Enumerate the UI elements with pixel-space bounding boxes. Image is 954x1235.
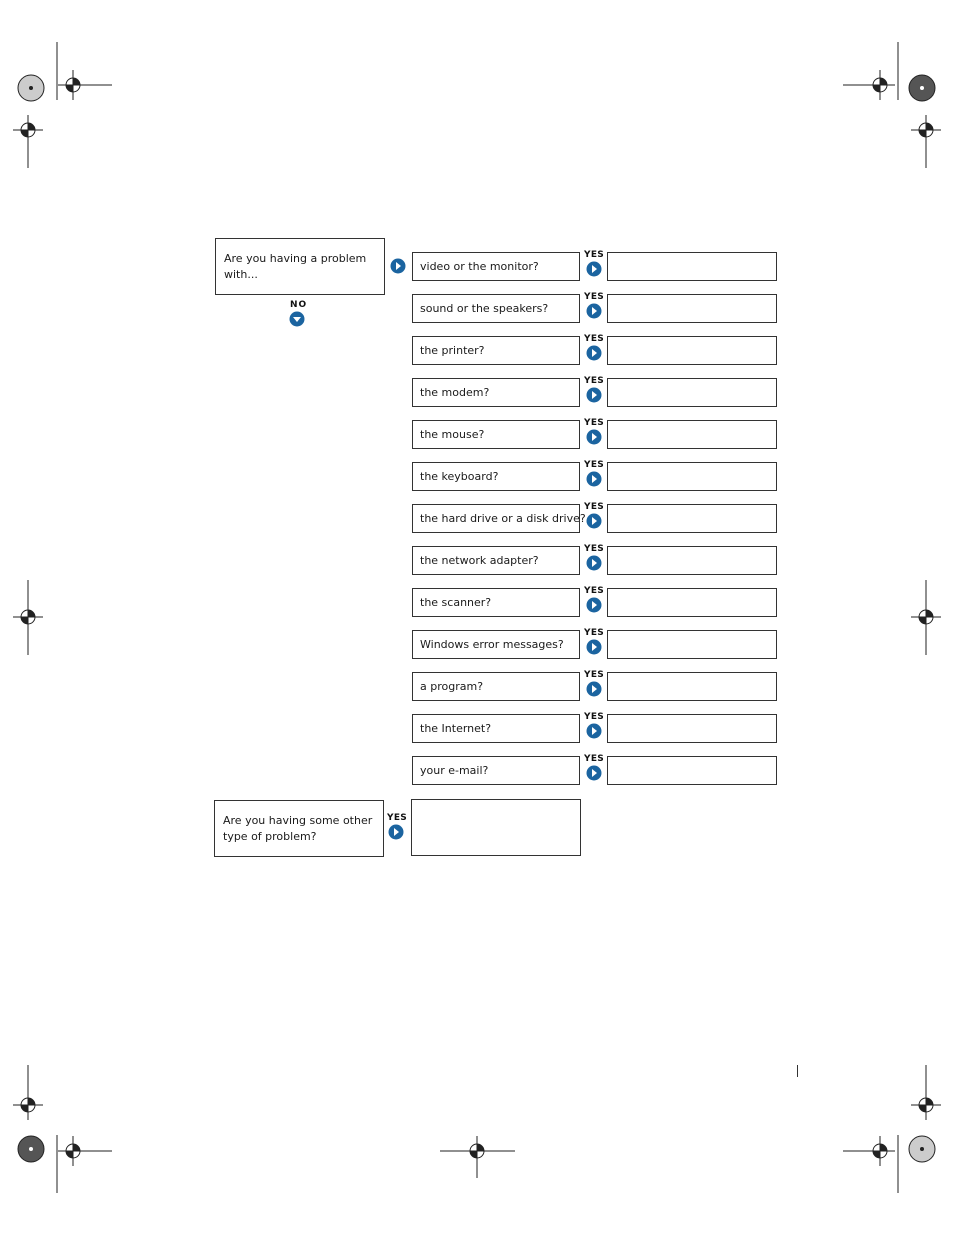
right-arrow-icon (586, 597, 602, 613)
option-question-text: your e-mail? (420, 764, 489, 777)
option-question-text: the hard drive or a disk drive? (420, 512, 586, 525)
yes-label: YES (584, 292, 605, 302)
right-arrow-icon (586, 429, 602, 445)
option-answer-box (607, 756, 777, 785)
option-answer-box (607, 588, 777, 617)
option-question-box (412, 672, 580, 701)
option-question-box (412, 336, 580, 365)
other-question-text: Are you having some other type of problem? (223, 814, 373, 843)
right-arrow-icon (388, 824, 404, 840)
other-question-box (214, 800, 384, 857)
yes-label: YES (584, 712, 605, 722)
right-arrow-icon (586, 555, 602, 571)
option-question-box (412, 420, 580, 449)
right-arrow-icon (586, 681, 602, 697)
yes-label: YES (584, 628, 605, 638)
option-question-text: the printer? (420, 344, 485, 357)
option-question-text: the Internet? (420, 722, 492, 735)
option-question-text: the network adapter? (420, 554, 539, 567)
yes-label: YES (584, 418, 605, 428)
yes-label: YES (584, 754, 605, 764)
yes-label: YES (584, 502, 605, 512)
yes-label: YES (584, 544, 605, 554)
option-answer-box (607, 336, 777, 365)
right-arrow-icon (586, 765, 602, 781)
option-answer-box (607, 252, 777, 281)
down-arrow-icon (289, 311, 305, 327)
right-arrow-icon (586, 723, 602, 739)
right-arrow-icon (586, 639, 602, 655)
option-question-box (412, 462, 580, 491)
option-question-box (412, 252, 580, 281)
option-question-box (412, 588, 580, 617)
yes-label: YES (584, 376, 605, 386)
yes-label: YES (584, 334, 605, 344)
option-question-box (412, 504, 586, 533)
option-answer-box (607, 378, 777, 407)
right-arrow-icon (586, 387, 602, 403)
right-arrow-icon (586, 513, 602, 529)
right-arrow-icon (390, 258, 406, 274)
page-marker (797, 1065, 798, 1077)
yes-label: YES (584, 460, 605, 470)
option-question-text: a program? (420, 680, 484, 693)
right-arrow-icon (586, 471, 602, 487)
right-arrow-icon (586, 261, 602, 277)
option-question-box (412, 714, 580, 743)
option-question-box (412, 630, 580, 659)
option-question-text: the keyboard? (420, 470, 499, 483)
yes-label: YES (387, 813, 408, 823)
option-question-text: the scanner? (420, 596, 492, 609)
option-question-text: the modem? (420, 386, 490, 399)
intro-question-text: Are you having a problem with... (224, 252, 367, 281)
option-answer-box (607, 504, 777, 533)
option-answer-box (607, 462, 777, 491)
option-answer-box (607, 630, 777, 659)
option-answer-box (607, 546, 777, 575)
right-arrow-icon (586, 345, 602, 361)
option-question-text: video or the monitor? (420, 260, 539, 273)
no-label: NO (290, 300, 308, 310)
option-question-text: the mouse? (420, 428, 485, 441)
option-answer-box (607, 714, 777, 743)
option-question-text: sound or the speakers? (420, 302, 549, 315)
option-question-box (412, 546, 580, 575)
option-answer-box (607, 420, 777, 449)
option-answer-box (607, 672, 777, 701)
yes-label: YES (584, 250, 605, 260)
intro-question-box (215, 238, 385, 295)
yes-label: YES (584, 586, 605, 596)
right-arrow-icon (586, 303, 602, 319)
other-answer-box (411, 799, 581, 856)
option-question-box (412, 378, 580, 407)
option-answer-box (607, 294, 777, 323)
option-question-box (412, 756, 580, 785)
yes-label: YES (584, 670, 605, 680)
option-question-text: Windows error messages? (420, 638, 564, 651)
option-question-box (412, 294, 580, 323)
